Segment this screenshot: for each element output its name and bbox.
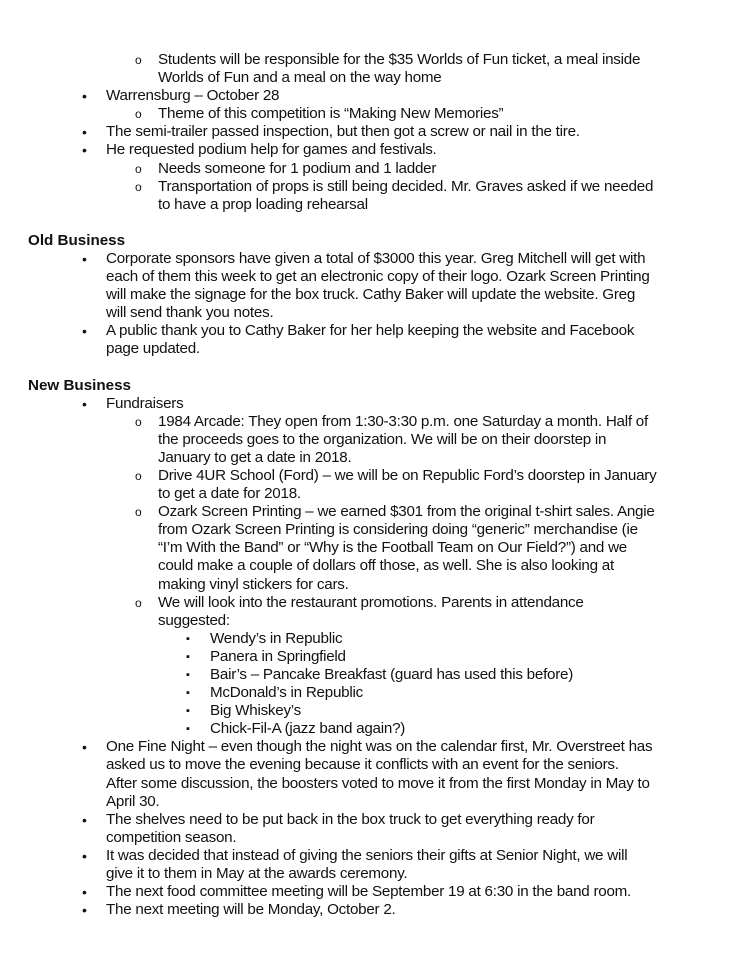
bullet-circle-icon: o bbox=[135, 595, 142, 610]
bullet-circle-icon: o bbox=[135, 468, 142, 483]
list-item-text: April 30. bbox=[106, 792, 160, 810]
top-section bbox=[0, 51, 739, 214]
bullet-dot-icon: • bbox=[82, 88, 87, 105]
list-item-line bbox=[0, 594, 739, 612]
list-item-line bbox=[0, 793, 739, 811]
list-item bbox=[0, 702, 739, 720]
list-item-text: page updated. bbox=[106, 340, 200, 358]
list-item-text: Panera in Springfield bbox=[210, 647, 346, 665]
list-item bbox=[0, 648, 739, 666]
list-item-line bbox=[0, 467, 739, 485]
bullet-dot-icon: • bbox=[82, 124, 87, 141]
list-item-text: Ozark Screen Printing – we earned $301 from the original t-shirt sales. Angie bbox=[158, 503, 655, 521]
bullet-square-icon: ▪ bbox=[186, 632, 190, 645]
list-item-text: Wendy’s in Republic bbox=[210, 629, 343, 647]
list-item-text: 1984 Arcade: They open from 1:30-3:30 p.m. one Saturday a month. Half of bbox=[158, 412, 648, 430]
bullet-circle-icon: o bbox=[135, 179, 142, 194]
list-item-line bbox=[0, 340, 739, 358]
section-gap bbox=[0, 214, 739, 232]
list-item-line bbox=[0, 431, 739, 449]
list-item-text: will send thank you notes. bbox=[106, 304, 274, 322]
list-item-line bbox=[0, 666, 739, 684]
list-item bbox=[0, 666, 739, 684]
bullet-square-icon: ▪ bbox=[186, 705, 190, 718]
list-item bbox=[0, 250, 739, 322]
list-item-line bbox=[0, 250, 739, 268]
list-item-text: The shelves need to be put back in the box truck to get everything ready for bbox=[106, 810, 595, 828]
list-item-text: Transportation of props is still being decided. Mr. Graves asked if we needed bbox=[158, 177, 654, 195]
list-item-text: Bair’s – Pancake Breakfast (guard has used this before) bbox=[210, 666, 574, 683]
list-item bbox=[0, 123, 739, 141]
list-item-line bbox=[0, 286, 739, 304]
list-item-text: A public thank you to Cathy Baker for her help keeping the website and Facebook bbox=[106, 322, 635, 340]
list-item bbox=[0, 503, 739, 593]
list-item-line bbox=[0, 503, 739, 521]
bullet-dot-icon: • bbox=[82, 250, 87, 267]
list-item-text: making vinyl stickers for cars. bbox=[158, 575, 349, 593]
list-item-text: Drive 4UR School (Ford) – we will be on Republic Ford’s doorstep in January bbox=[158, 466, 657, 484]
list-item-text: to have a prop loading rehearsal bbox=[158, 195, 368, 213]
list-item-line bbox=[0, 612, 739, 630]
bullet-dot-icon: • bbox=[82, 811, 87, 828]
bullet-dot-icon: • bbox=[82, 847, 87, 864]
list-item-line bbox=[0, 141, 739, 159]
list-item-line bbox=[0, 539, 739, 557]
list-item-text: from Ozark Screen Printing is considering doing “generic” merchandise (ie bbox=[158, 521, 638, 539]
list-item-line bbox=[0, 160, 739, 178]
section-gap bbox=[0, 359, 739, 377]
list-item-text: give it to them in May at the awards ceremony. bbox=[106, 865, 408, 883]
list-item-line bbox=[0, 576, 739, 594]
list-item bbox=[0, 811, 739, 847]
list-item-text: suggested: bbox=[158, 611, 230, 629]
bullet-circle-icon: o bbox=[135, 414, 142, 429]
list-item-line bbox=[0, 521, 739, 539]
list-item bbox=[0, 720, 739, 738]
bullet-dot-icon: • bbox=[82, 323, 87, 340]
list-item-text: The semi-trailer passed inspection, but then got a screw or nail in the tire. bbox=[106, 123, 580, 141]
list-item-line bbox=[0, 51, 739, 69]
bullet-dot-icon: • bbox=[82, 395, 87, 412]
list-item-line bbox=[0, 178, 739, 196]
list-item-line bbox=[0, 901, 739, 919]
bullet-square-icon: ▪ bbox=[186, 650, 190, 663]
list-item-line bbox=[0, 756, 739, 774]
list-item-line bbox=[0, 811, 739, 829]
list-item-text: It was decided that instead of giving the seniors their gifts at Senior Night, we will bbox=[106, 846, 628, 864]
list-item-text: the proceeds goes to the organization. We will be on their doorstep in bbox=[158, 430, 607, 448]
bullet-square-icon: ▪ bbox=[186, 669, 190, 681]
bullet-dot-icon: • bbox=[82, 739, 87, 756]
bullet-circle-icon: o bbox=[135, 161, 142, 176]
list-item bbox=[0, 178, 739, 214]
list-item-text: January to get a date in 2018. bbox=[158, 448, 352, 466]
new-business-list bbox=[0, 395, 739, 920]
list-item-text: Fundraisers bbox=[106, 394, 184, 412]
bullet-dot-icon: • bbox=[82, 884, 87, 901]
list-item-line bbox=[0, 720, 739, 738]
list-item bbox=[0, 141, 739, 159]
list-item-line bbox=[0, 322, 739, 340]
list-item bbox=[0, 594, 739, 630]
list-item-line bbox=[0, 702, 739, 720]
list-item-text: McDonald’s in Republic bbox=[210, 684, 363, 702]
list-item-text: “I’m With the Band” or “Why is the Football Team on Our Field?”) and we bbox=[158, 539, 627, 557]
bullet-circle-icon: o bbox=[135, 505, 142, 520]
list-item-text: After some discussion, the boosters voted to move it from the first Monday in May to bbox=[106, 774, 650, 792]
list-item-line bbox=[0, 865, 739, 883]
list-item bbox=[0, 322, 739, 358]
bullet-circle-icon: o bbox=[135, 107, 142, 122]
list-item-text: could make a couple of dollars off those, as well. She is also looking at bbox=[158, 557, 614, 575]
list-item bbox=[0, 395, 739, 413]
list-item-line bbox=[0, 829, 739, 847]
list-item bbox=[0, 901, 739, 919]
list-item-text: each of them this week to get an electronic copy of their logo. Ozark Screen Printing bbox=[106, 268, 650, 286]
list-item-line bbox=[0, 485, 739, 503]
list-item-text: We will look into the restaurant promotions. Parents in attendance bbox=[158, 593, 584, 611]
list-item-line bbox=[0, 775, 739, 793]
list-item-line bbox=[0, 847, 739, 865]
list-item-line bbox=[0, 395, 739, 413]
bullet-circle-icon: o bbox=[135, 53, 142, 67]
list-item bbox=[0, 467, 739, 503]
list-item-text: to get a date for 2018. bbox=[158, 485, 301, 503]
list-item-text: Theme of this competition is “Making New Memories” bbox=[158, 105, 504, 123]
list-item-line bbox=[0, 105, 739, 123]
list-item bbox=[0, 883, 739, 901]
document-page bbox=[0, 51, 739, 919]
list-item bbox=[0, 847, 739, 883]
list-item-text: asked us to move the evening because it conflicts with an event for the seniors. bbox=[106, 756, 619, 774]
bullet-square-icon: ▪ bbox=[186, 687, 190, 700]
list-item-line bbox=[0, 630, 739, 648]
list-item-line bbox=[0, 123, 739, 141]
list-item-line bbox=[0, 883, 739, 901]
list-item-line bbox=[0, 738, 739, 756]
list-item-text: One Fine Night – even though the night was on the calendar first, Mr. Overstreet has bbox=[106, 738, 653, 756]
list-item-line bbox=[0, 196, 739, 214]
bullet-square-icon: ▪ bbox=[186, 723, 190, 736]
list-item-text: Chick-Fil-A (jazz band again?) bbox=[210, 720, 406, 738]
list-item-line bbox=[0, 69, 739, 87]
list-item bbox=[0, 738, 739, 810]
list-item-text: Corporate sponsors have given a total of $3000 this year. Greg Mitchell will get with bbox=[106, 249, 646, 267]
list-item-text: will make the signage for the box truck. Cathy Baker will update the website. Greg bbox=[106, 286, 636, 304]
bullet-dot-icon: • bbox=[82, 142, 87, 159]
list-item-text: Warrensburg – October 28 bbox=[106, 87, 280, 105]
old-business-list bbox=[0, 250, 739, 359]
new-business-heading: New Business bbox=[28, 376, 131, 394]
list-item bbox=[0, 87, 739, 105]
list-item-line bbox=[0, 557, 739, 575]
list-item-line bbox=[0, 413, 739, 431]
list-item-line bbox=[0, 268, 739, 286]
list-item-text: competition season. bbox=[106, 828, 237, 846]
list-item-text: Big Whiskey’s bbox=[210, 702, 301, 720]
list-item-text: The next food committee meeting will be September 19 at 6:30 in the band room. bbox=[106, 883, 632, 901]
list-item bbox=[0, 51, 739, 87]
list-item bbox=[0, 413, 739, 467]
list-item-text: Students will be responsible for the $35 Worlds of Fun ticket, a meal inside bbox=[158, 51, 641, 68]
old-business-heading: Old Business bbox=[28, 231, 126, 249]
list-item-text: Worlds of Fun and a meal on the way home bbox=[158, 69, 442, 87]
list-item-text: Needs someone for 1 podium and 1 ladder bbox=[158, 159, 437, 177]
list-item-text: He requested podium help for games and festivals. bbox=[106, 141, 437, 159]
list-item-line bbox=[0, 648, 739, 666]
list-item-text: The next meeting will be Monday, October 2. bbox=[106, 901, 396, 919]
list-item bbox=[0, 105, 739, 123]
list-item-line bbox=[0, 87, 739, 105]
list-item bbox=[0, 684, 739, 702]
list-item-line bbox=[0, 684, 739, 702]
bullet-dot-icon: • bbox=[82, 902, 87, 919]
list-item-line bbox=[0, 449, 739, 467]
list-item-line bbox=[0, 304, 739, 322]
list-item bbox=[0, 630, 739, 648]
list-item bbox=[0, 160, 739, 178]
